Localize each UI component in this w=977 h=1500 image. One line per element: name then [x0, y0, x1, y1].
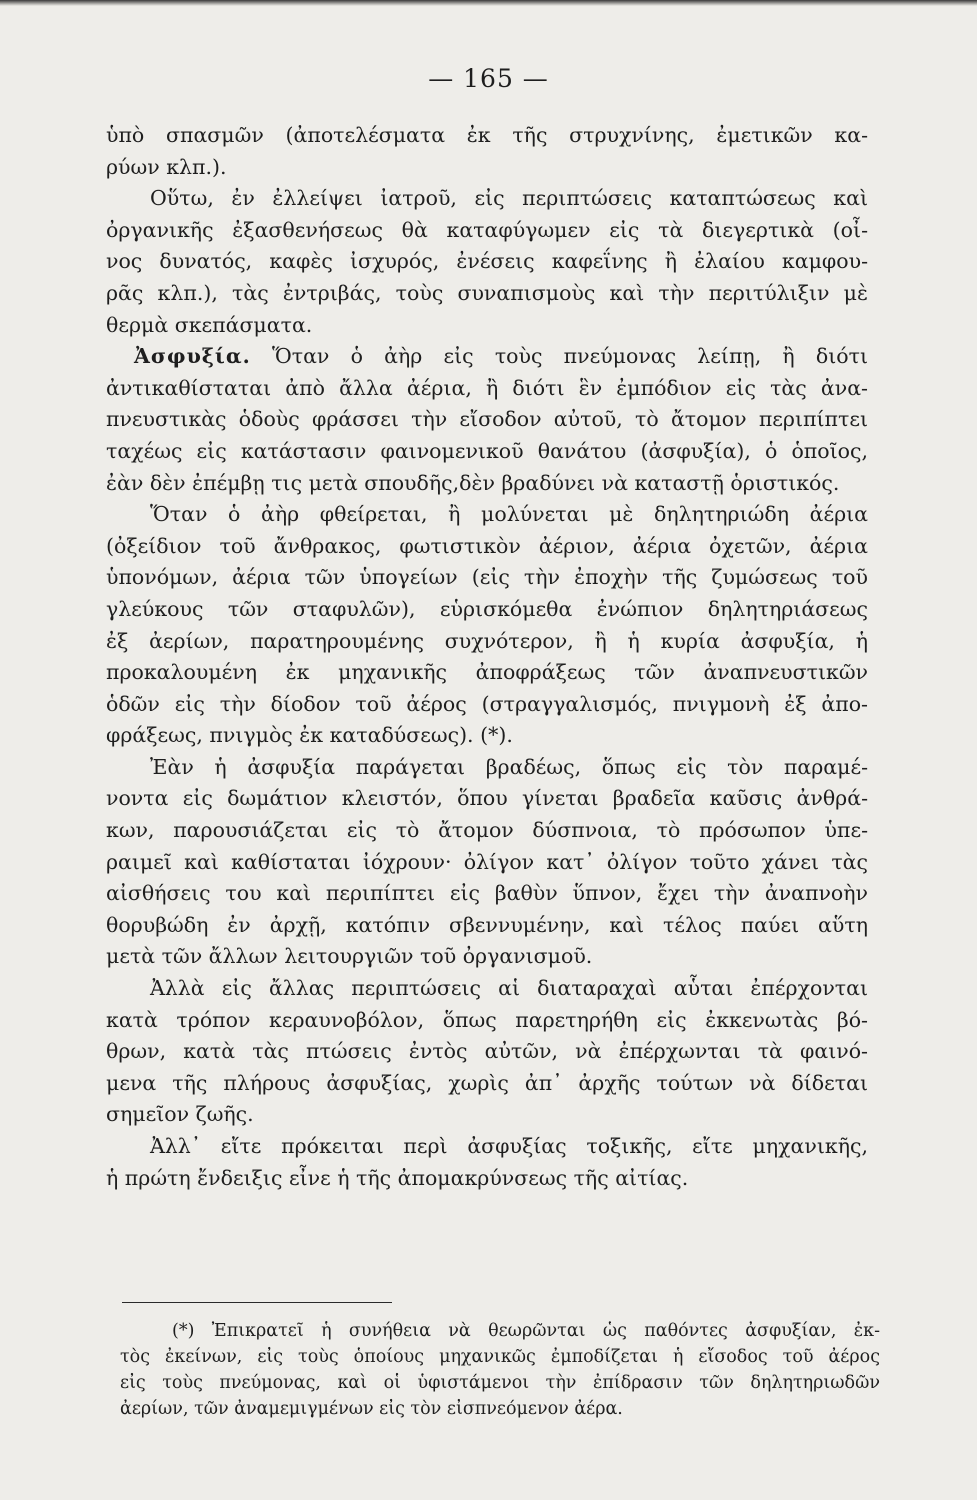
text-line: πνευστικὰς ὁδοὺς φράσσει τὴν εἴσοδον αὐτοῦ, τὸ ἄτομον περιπίπτει [106, 407, 868, 432]
footnote [120, 1318, 880, 1422]
text-line: θρων, κατὰ τὰς πτώσεις ἐντὸς αὐτῶν, νὰ ἐπέρχωνται τὰ φαινό- [106, 1039, 868, 1064]
text-line: ὁδῶν εἰς τὴν δίοδον τοῦ ἀέρος (στραγγαλισμός, πνιγμονὴ ἐξ ἀπο- [106, 691, 868, 716]
text-line: (ὀξείδιον τοῦ ἄνθρακος, φωτιστικὸν ἀέριον, ἀέρια ὀχετῶν, ἀέρια [106, 533, 868, 558]
text-line: Ἀλλὰ εἰς ἄλλας περιπτώσεις αἱ διαταραχαὶ αὗται ἐπέρχονται [150, 976, 868, 1001]
text-line: Ὅταν ὁ ἀὴρ φθείρεται, ἢ μολύνεται μὲ δηλητηριώδη ἀέρια [150, 502, 868, 527]
text-line: Ἐὰν ἡ ἀσφυξία παράγεται βραδέως, ὅπως εἰς τὸν παραμέ- [150, 754, 868, 779]
text-line: κατὰ τρόπον κεραυνοβόλον, ὅπως παρετηρήθη εἰς ἐκκενωτὰς βό- [106, 1007, 868, 1032]
section-heading: Ἀσφυξία. [134, 344, 251, 369]
text-line: ρᾶς κλπ.), τὰς ἐντριβάς, τοὺς συναπισμοὺς καὶ τὴν περιτύλιξιν μὲ [106, 280, 868, 305]
text-line: αἰσθήσεις του καὶ περιπίπτει εἰς βαθὺν ὕπνον, ἔχει τὴν ἀναπνοὴν [106, 881, 868, 906]
body-text [106, 120, 868, 1194]
text-line: μενα τῆς πλήρους ἀσφυξίας, χωρὶς ἀπ᾽ ἀρχῆς τούτων νὰ δίδεται [106, 1070, 868, 1095]
text-line: σημεῖον ζωῆς. [106, 1102, 254, 1127]
footnote-separator [122, 1302, 392, 1303]
text-line: ραιμεῖ καὶ καθίσταται ἰόχρουν· ὀλίγον κατ᾽ ὀλίγον τοῦτο χάνει τὰς [106, 849, 868, 874]
text-line: ἡ πρώτη ἔνδειξις εἶνε ἡ τῆς ἀπομακρύνσεως τῆς αἰτίας. [106, 1165, 689, 1190]
page-number: — 165 — [428, 64, 549, 93]
text-span: Ὅταν ὁ ἀὴρ εἰς τοὺς πνεύμονας λείπῃ, ἢ διότι [271, 344, 868, 369]
footnote-line: εἰς τοὺς πνεύμονας, καὶ οἱ ὑφιστάμενοι τὴν ἐπίδρασιν τῶν δηλητηριωδῶν [120, 1373, 880, 1393]
text-line: φράξεως, πνιγμὸς ἐκ καταδύσεως). (*). [106, 723, 513, 748]
text-line: ἐὰν δὲν ἐπέμβῃ τις μετὰ σπουδῆς,δὲν βραδύνει νὰ καταστῇ ὁριστικός. [106, 470, 840, 495]
page-top-edge [0, 0, 977, 6]
text-line: Ἀλλ᾽ εἴτε πρόκειται περὶ ἀσφυξίας τοξικῆς, εἴτε μηχανικῆς, [150, 1134, 868, 1158]
footnote-line: (*) Ἐπικρατεῖ ἡ συνήθεια νὰ θεωρῶνται ὡς παθόντες ἀσφυξίαν, ἐκ- [172, 1321, 880, 1341]
text-line: θερμὰ σκεπάσματα. [106, 312, 313, 337]
text-line: ἀντικαθίσταται ἀπὸ ἄλλα ἀέρια, ἢ διότι ἓν ἐμπόδιον εἰς τὰς ἀνα- [106, 375, 868, 400]
section-heading-line [106, 341, 868, 373]
footnote-line: τὸς ἐκείνων, εἰς τοὺς ὁποίους μηχανικῶς ἐμποδίζεται ἡ εἴσοδος τοῦ ἀέρος [120, 1347, 880, 1367]
text-line: ἐξ ἀερίων, παρατηρουμένης συχνότερον, ἢ ἡ κυρία ἀσφυξία, ἡ [106, 628, 868, 653]
text-line: προκαλουμένη ἐκ μηχανικῆς ἀποφράξεως τῶν ἀναπνευστικῶν [106, 660, 868, 685]
text-line: ταχέως εἰς κατάστασιν φαινομενικοῦ θανάτου (ἀσφυξία), ὁ ὁποῖος, [106, 438, 868, 463]
text-line: θορυβώδη ἐν ἀρχῇ, κατόπιν σβεννυμένην, καὶ τέλος παύει αὕτη [106, 912, 868, 937]
text-line: κων, παρουσιάζεται εἰς τὸ ἄτομον δύσπνοια, τὸ πρόσωπον ὑπε- [106, 818, 868, 843]
text-line: ὀργανικῆς ἐξασθενήσεως θὰ καταφύγωμεν εἰς τὰ διεγερτικὰ (οἶ- [106, 217, 868, 242]
text-line: νος δυνατός, καφὲς ἰσχυρός, ἐνέσεις καφεΐνης ἢ ἐλαίου καμφου- [106, 249, 868, 274]
footnote-line: ἀερίων, τῶν ἀναμεμιγμένων εἰς τὸν εἰσπνεόμενον ἀέρα. [120, 1399, 623, 1419]
text-line: Οὕτω, ἐν ἐλλείψει ἰατροῦ, εἰς περιπτώσεις καταπτώσεως καὶ [150, 186, 868, 211]
text-line: ρύων κλπ.). [106, 154, 227, 179]
text-line: ὑπονόμων, ἀέρια τῶν ὑπογείων (εἰς τὴν ἐποχὴν τῆς ζυμώσεως τοῦ [106, 565, 868, 590]
text-line: νοντα εἰς δωμάτιον κλειστόν, ὅπου γίνεται βραδεῖα καῦσις ἀνθρά- [106, 786, 868, 811]
text-line: ὑπὸ σπασμῶν (ἀποτελέσματα ἐκ τῆς στρυχνίνης, ἐμετικῶν κα- [106, 123, 868, 147]
text-line: γλεύκους τῶν σταφυλῶν), εὑρισκόμεθα ἐνώπιον δηλητηριάσεως [106, 596, 868, 621]
text-line: μετὰ τῶν ἄλλων λειτουργιῶν τοῦ ὀργανισμοῦ. [106, 944, 593, 969]
